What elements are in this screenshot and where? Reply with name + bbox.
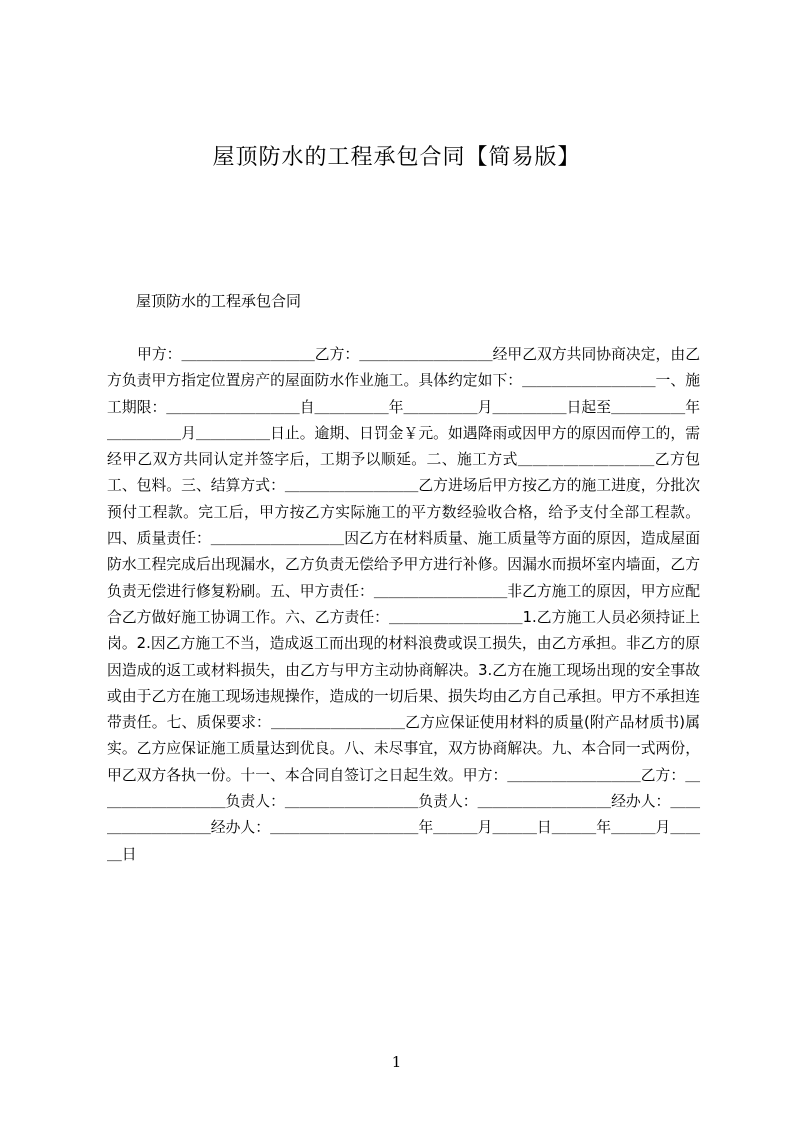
contract-body: 甲方：＿＿＿＿＿＿＿＿＿乙方：＿＿＿＿＿＿＿＿＿经甲乙双方共同协商决定，由乙方负责甲方指定位置房产的屋面防水作业施工。具体约定如下：＿＿＿＿＿＿＿＿＿一、施工期限：＿＿＿＿＿＿＿＿＿自＿＿＿＿＿年＿＿＿＿＿月＿＿＿＿＿日起至＿＿＿＿＿年＿＿＿＿＿月＿＿＿＿＿日止。逾期、日罚金￥元。如遇降雨或因甲方的原因而停工的，需经甲乙双方共同认定并签字后，工期予以顺延。二、施工方式＿＿＿＿＿＿＿＿＿乙方包工、包料。三、结算方式：＿＿＿＿＿＿＿＿＿乙方进场后甲方按乙方的施工进度，分批次预付工程款。完工后，甲方按乙方实际施工的平方数经验收合格，给予支付全部工程款。四、质量责任：＿＿＿＿＿＿＿＿＿因乙方在材料质量、施工质量等方面的原因，造成屋面防水工程完成后出现漏水，乙方负责无偿给予甲方进行补修。因漏水而损坏室内墙面，乙方负责无偿进行修复粉刷。五、甲方责任：＿＿＿＿＿＿＿＿＿非乙方施工的原因，甲方应配合乙方做好施工协调工作。六、乙方责任：＿＿＿＿＿＿＿＿＿1.乙方施工人员必须持证上岗。2.因乙方施工不当，造成返工而出现的材料浪费或误工损失，由乙方承担。非乙方的原因造成的返工或材料损失，由乙方与甲方主动协商解决。3.乙方在施工现场出现的安全事故或由于乙方在施工现场违规操作，造成的一切后果、损失均由乙方自己承担。甲方不承担连带责任。七、质保要求：＿＿＿＿＿＿＿＿＿乙方应保证使用材料的质量(附产品材质书)属实。乙方应保证施工质量达到优良。八、未尽事宜，双方协商解决。九、本合同一式两份，甲乙双方各执一份。十一、本合同自签订之日起生效。甲方：＿＿＿＿＿＿＿＿＿乙方：＿＿＿＿＿＿＿＿＿负责人：＿＿＿＿＿＿＿＿＿负责人：＿＿＿＿＿＿＿＿＿经办人：＿＿＿＿＿＿＿＿＿经办人：＿＿＿＿＿＿＿＿＿＿年＿＿＿月＿＿＿日＿＿＿年＿＿＿月＿＿＿日	[107, 346, 700, 863]
subtitle: 屋顶防水的工程承包合同	[136, 292, 302, 310]
page-title: 屋顶防水的工程承包合同【简易版】	[212, 145, 581, 170]
page-number: 1	[391, 1053, 402, 1071]
